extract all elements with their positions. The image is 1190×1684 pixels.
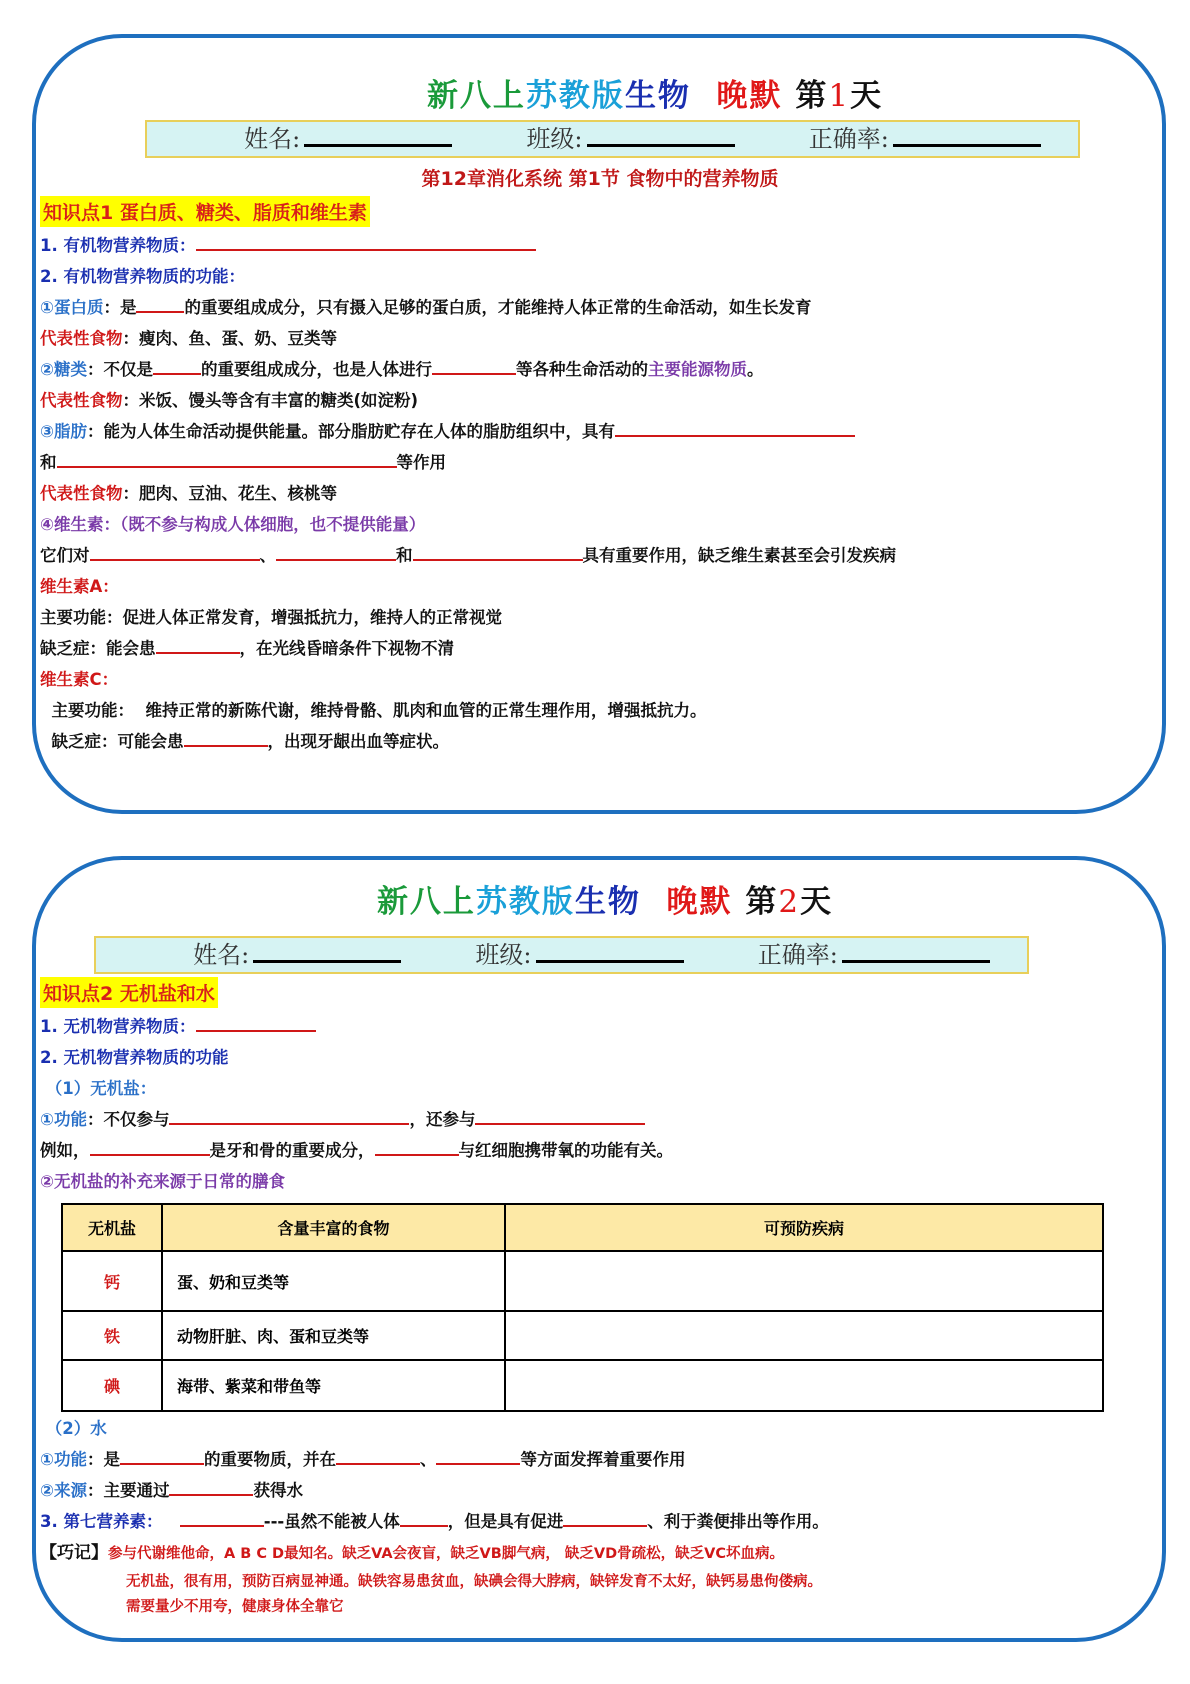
text-line [40,447,1150,478]
title-segment: 第 [795,78,829,114]
fill-in-blank[interactable] [90,541,260,561]
title-segment: 新八上 [426,78,526,114]
text-segment: 等各种生命活动的 [515,360,648,379]
fill-in-blank[interactable] [400,1507,448,1527]
mnemonic-label: 【巧记】 [40,1543,108,1563]
day2-title [0,876,1190,921]
text-line [40,726,1150,757]
text-line [40,354,1150,385]
text-segment: 1. 有机物营养物质： [40,236,196,255]
cell-disease[interactable] [505,1251,1103,1311]
title-segment: 第 [745,884,779,920]
fill-in-blank[interactable] [180,1507,264,1527]
knowledge-point-2: 知识点2 无机盐和水 [40,977,218,1008]
text-segment: ：肥肉、豆油、花生、核桃等 [122,484,337,503]
text-segment: 例如， [40,1141,90,1160]
title-segment: 生物 [574,884,641,920]
header-disease: 可预防疾病 [505,1204,1103,1251]
text-segment: 、利于粪便排出等作用。 [647,1512,829,1531]
text-segment: ④维生素：（既不参与构成人体细胞，也不提供能量） [40,515,426,534]
table-row [62,1360,1103,1411]
text-segment: 主要功能：促进人体正常发育，增强抵抗力，维持人的正常视觉 [40,608,502,627]
text-line [40,292,1150,323]
text-segment: 。 [746,360,764,379]
text-segment: ：不仅参与 [86,1110,170,1129]
fill-in-blank[interactable] [120,1445,204,1465]
text-segment: （2）水 [40,1419,107,1438]
text-segment: ---虽然不能被人体 [263,1512,400,1531]
title-segment: 2 [778,884,801,920]
text-segment: 1. 无机物营养物质： [40,1017,196,1036]
class-field[interactable]: 班级: [526,119,734,154]
text-line [40,1475,1150,1506]
fill-in-blank[interactable] [432,355,516,375]
text-line [40,1413,1150,1444]
text-segment: 主要功能： 维持正常的新陈代谢，维持骨骼、肌肉和血管的正常生理作用，增强抵抗力。 [40,701,707,720]
cell-mineral: 铁 [62,1311,162,1360]
text-line [40,571,1150,602]
text-segment: 它们对 [40,546,90,565]
text-segment: 的重要组成成分，只有摄入足够的蛋白质，才能维持人体正常的生命活动，如生长发育 [184,298,812,317]
table-header-row [62,1204,1103,1251]
text-line [40,1444,1150,1475]
fill-in-blank[interactable] [436,1445,520,1465]
fill-in-blank[interactable] [413,541,583,561]
text-segment: 、 [419,1450,437,1469]
cell-foods: 动物肝脏、肉、蛋和豆类等 [162,1311,505,1360]
title-segment: 苏教版 [525,78,625,114]
title-segment: 生物 [624,78,691,114]
text-segment: ①功能 [40,1110,87,1129]
text-line [40,261,1150,292]
fill-in-blank[interactable] [196,1012,316,1032]
text-segment: 和 [396,546,413,565]
accuracy-field[interactable]: 正确率: [758,935,990,970]
cell-mineral: 钙 [62,1251,162,1311]
text-segment: 等方面发挥着重要作用 [520,1450,686,1469]
text-segment: ：能为人体生命活动提供能量。部分脂肪贮存在人体的脂肪组织中，具有 [86,422,615,441]
header-mineral: 无机盐 [62,1204,162,1251]
text-segment: 获得水 [253,1481,303,1500]
text-segment: ②糖类 [40,360,87,379]
cell-disease[interactable] [505,1360,1103,1411]
text-segment: 具有重要作用，缺乏维生素甚至会引发疾病 [582,546,896,565]
fill-in-blank[interactable] [57,448,397,468]
text-segment: ②来源 [40,1481,87,1500]
text-segment: 代表性食物 [40,329,123,348]
fill-in-blank[interactable] [475,1105,645,1125]
day1-content [40,230,1150,757]
fill-in-blank[interactable] [169,1476,253,1496]
fill-in-blank[interactable] [156,634,240,654]
title-segment: 晚默 [690,78,796,114]
text-segment: 与红细胞携带氧的功能有关。 [458,1141,673,1160]
text-segment: 是牙和骨的重要成分， [209,1141,375,1160]
text-line [40,633,1150,664]
text-line [40,1135,1150,1166]
mnemonic-line: 无机盐，很有用，预防百病显神通。缺铁容易患贫血，缺碘会得大脖病，缺锌发育不太好，缺钙易患佝偻病。 [126,1574,822,1590]
text-line [40,323,1150,354]
text-segment: （1）无机盐： [40,1079,157,1098]
fill-in-blank[interactable] [276,541,396,561]
fill-in-blank[interactable] [136,293,184,313]
fill-in-blank[interactable] [169,1105,409,1125]
text-segment: 3. 第七营养素： [40,1512,163,1531]
text-segment: 、 [259,546,276,565]
text-segment: ，但是具有促进 [447,1512,564,1531]
text-line [40,385,1150,416]
fill-in-blank[interactable] [153,355,201,375]
name-field[interactable]: 姓名: [244,119,452,154]
text-segment: ：瘦肉、鱼、蛋、奶、豆类等 [122,329,337,348]
text-segment: 和 [40,453,57,472]
text-segment [163,1512,180,1531]
title-segment: 天 [800,884,834,920]
class-field[interactable]: 班级: [475,935,683,970]
text-segment: 代表性食物 [40,484,123,503]
mnemonic-section [40,1539,1160,1618]
fill-in-blank[interactable] [90,1136,210,1156]
table-row [62,1311,1103,1360]
text-line [40,416,1150,447]
header-foods: 含量丰富的食物 [162,1204,505,1251]
title-segment: 新八上 [376,884,476,920]
text-line [40,509,1150,540]
text-line [40,695,1150,726]
cell-disease[interactable] [505,1311,1103,1360]
text-segment: 主要能源物质 [647,360,747,379]
title-segment: 天 [850,78,884,114]
text-segment: ：是 [103,298,137,317]
text-segment: 的重要组成成分，也是人体进行 [200,360,432,379]
cell-foods: 海带、紫菜和带鱼等 [162,1360,505,1411]
text-segment: ：米饭、馒头等含有丰富的糖类(如淀粉) [122,391,419,410]
text-segment: ，在光线昏暗条件下视物不清 [239,639,454,658]
fill-in-blank[interactable] [196,231,536,251]
text-segment: 缺乏症：能会患 [40,639,156,658]
text-line [40,478,1150,509]
fill-in-blank[interactable] [184,727,268,747]
mnemonic-line: 需要量少不用夸，健康身体全靠它 [126,1599,344,1615]
fill-in-blank[interactable] [336,1445,420,1465]
text-line [40,1166,1150,1197]
cell-mineral: 碘 [62,1360,162,1411]
text-segment: ②无机盐的补充来源于日常的膳食 [40,1172,285,1191]
text-line [40,1506,1150,1537]
text-line [40,1011,1150,1042]
text-line [40,1073,1150,1104]
text-segment: 缺乏症：可能会患 [40,732,184,751]
text-segment: 2. 无机物营养物质的功能 [40,1048,229,1067]
text-segment: 维生素A： [40,577,119,596]
title-segment: 晚默 [640,884,746,920]
title-segment: 1 [828,78,851,114]
text-segment: 等作用 [396,453,446,472]
fill-in-blank[interactable] [615,417,855,437]
text-line [40,664,1150,695]
day1-title [0,70,1190,115]
text-line [40,230,1150,261]
text-line [40,540,1150,571]
knowledge-point-1: 知识点1 蛋白质、糖类、脂质和维生素 [40,196,370,227]
text-line [40,602,1150,633]
text-segment: 的重要物质，并在 [203,1450,336,1469]
fill-in-blank[interactable] [563,1507,647,1527]
cell-foods: 蛋、奶和豆类等 [162,1251,505,1311]
text-segment: ①蛋白质 [40,298,104,317]
text-segment: ：主要通过 [86,1481,170,1500]
table-row [62,1251,1103,1311]
text-segment: 2. 有机物营养物质的功能： [40,267,245,286]
day2-water-content [40,1413,1150,1537]
fill-in-blank[interactable] [375,1136,459,1156]
chapter-heading: 第12章消化系统 第1节 食物中的营养物质 [421,168,779,190]
accuracy-field[interactable]: 正确率: [809,119,1041,154]
text-segment: 代表性食物 [40,391,123,410]
mineral-table [61,1203,1104,1412]
text-segment: ①功能 [40,1450,87,1469]
day1-name-bar [145,120,1080,158]
text-segment: ，出现牙龈出血等症状。 [267,732,449,751]
text-segment: 维生素C： [40,670,119,689]
text-segment: ③脂肪 [40,422,87,441]
text-segment: ，还参与 [409,1110,476,1129]
text-line [40,1104,1150,1135]
name-field[interactable]: 姓名: [193,935,401,970]
title-segment: 苏教版 [475,884,575,920]
text-segment: ：不仅是 [86,360,153,379]
text-segment: ：是 [86,1450,120,1469]
text-line [40,1042,1150,1073]
day2-name-bar [94,936,1029,974]
mnemonic-line: 参与代谢维他命，A B C D最知名。缺乏VA会夜盲，缺乏VB脚气病， 缺乏VD骨疏松，缺乏VC坏血病。 [108,1546,784,1562]
day2-content [40,1011,1150,1197]
